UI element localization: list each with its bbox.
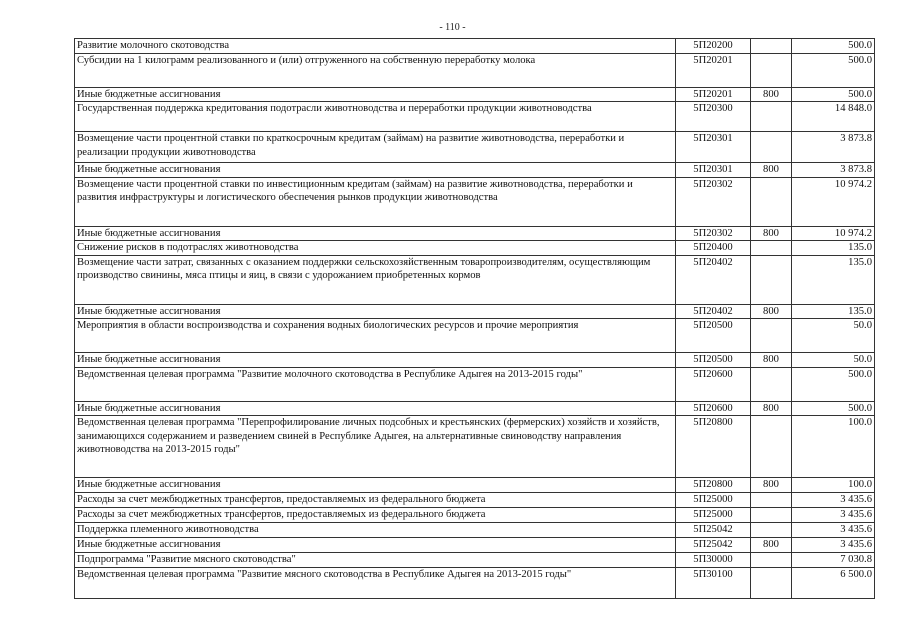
row-type-cell (751, 523, 792, 538)
row-name-cell: Иные бюджетные ассигнования (75, 163, 676, 178)
row-amount-cell: 3 435.6 (792, 523, 875, 538)
row-code-cell: 5П25000 (676, 493, 751, 508)
row-name-cell: Возмещение части затрат, связанных с оказанием поддержки сельскохозяйственным товаропроизводителям, осуществляющим производство свинины, мяса птицы и яиц, в связи с удорожанием приобретенных кормов (75, 255, 676, 304)
row-type-cell (751, 39, 792, 54)
row-amount-cell: 50.0 (792, 319, 875, 353)
row-amount-cell: 135.0 (792, 304, 875, 319)
row-name-cell: Субсидии на 1 килограмм реализованного и (или) отгруженного на собственную переработку молока (75, 53, 676, 87)
table-row (75, 523, 875, 538)
row-name-cell: Мероприятия в области воспроизводства и сохранения водных биологических ресурсов и прочие мероприятия (75, 319, 676, 353)
row-type-cell: 800 (751, 304, 792, 319)
row-type-cell (751, 508, 792, 523)
table-row (75, 87, 875, 102)
row-code-cell: 5П20302 (676, 226, 751, 241)
row-type-cell (751, 177, 792, 226)
table-row (75, 553, 875, 568)
row-name-cell: Расходы за счет межбюджетных трансфертов, предоставляемых из федерального бюджета (75, 493, 676, 508)
row-code-cell: 5П20302 (676, 177, 751, 226)
row-type-cell (751, 255, 792, 304)
row-amount-cell: 135.0 (792, 255, 875, 304)
row-type-cell (751, 102, 792, 132)
row-name-cell: Возмещение части процентной ставки по инвестиционным кредитам (займам) на развитие животноводства, переработки и развития инфраструктуры и логистического обеспечения рынков продукции животноводства (75, 177, 676, 226)
row-code-cell: 5П20600 (676, 401, 751, 416)
table-row (75, 493, 875, 508)
row-name-cell: Снижение рисков в подотраслях животноводства (75, 241, 676, 256)
row-type-cell (751, 553, 792, 568)
row-name-cell: Иные бюджетные ассигнования (75, 538, 676, 553)
row-type-cell: 800 (751, 538, 792, 553)
table-row (75, 304, 875, 319)
row-amount-cell: 500.0 (792, 53, 875, 87)
row-code-cell: 5П20402 (676, 255, 751, 304)
row-name-cell: Иные бюджетные ассигнования (75, 87, 676, 102)
row-code-cell: 5П25042 (676, 523, 751, 538)
row-name-cell: Ведомственная целевая программа "Перепрофилирование личных подсобных и крестьянских (фермерских) хозяйств и хозяйств, занимающихся содержанием и разведением свиней в Республике Адыгея, на альтернативные свиноводству направления животноводства на 2013-2015 годы" (75, 416, 676, 478)
row-name-cell: Иные бюджетные ассигнования (75, 226, 676, 241)
row-name-cell: Подпрограмма "Развитие мясного скотоводства" (75, 553, 676, 568)
row-name-cell: Развитие молочного скотоводства (75, 39, 676, 54)
table-row (75, 416, 875, 478)
row-type-cell: 800 (751, 353, 792, 368)
row-code-cell: 5П20600 (676, 367, 751, 401)
row-amount-cell: 14 848.0 (792, 102, 875, 132)
row-name-cell: Государственная поддержка кредитования подотрасли животноводства и переработки продукции животноводства (75, 102, 676, 132)
row-type-cell: 800 (751, 87, 792, 102)
row-name-cell: Иные бюджетные ассигнования (75, 304, 676, 319)
row-code-cell: 5П25042 (676, 538, 751, 553)
row-name-cell: Ведомственная целевая программа "Развитие мясного скотоводства в Республике Адыгея на 2013-2015 годы" (75, 568, 676, 599)
table-row (75, 255, 875, 304)
row-amount-cell: 3 435.6 (792, 538, 875, 553)
row-type-cell: 800 (751, 401, 792, 416)
row-name-cell: Иные бюджетные ассигнования (75, 353, 676, 368)
row-code-cell: 5П30100 (676, 568, 751, 599)
row-code-cell: 5П20400 (676, 241, 751, 256)
table-row (75, 177, 875, 226)
row-amount-cell: 500.0 (792, 39, 875, 54)
row-amount-cell: 500.0 (792, 367, 875, 401)
row-type-cell (751, 568, 792, 599)
row-amount-cell: 3 435.6 (792, 508, 875, 523)
row-type-cell (751, 416, 792, 478)
row-type-cell: 800 (751, 226, 792, 241)
row-name-cell: Иные бюджетные ассигнования (75, 478, 676, 493)
table-row (75, 401, 875, 416)
row-amount-cell: 3 873.8 (792, 132, 875, 163)
table-row (75, 39, 875, 54)
row-amount-cell: 10 974.2 (792, 226, 875, 241)
row-code-cell: 5П20500 (676, 353, 751, 368)
row-type-cell: 800 (751, 163, 792, 178)
row-code-cell: 5П20201 (676, 53, 751, 87)
budget-table-body (75, 39, 875, 599)
row-code-cell: 5П30000 (676, 553, 751, 568)
table-row (75, 163, 875, 178)
row-code-cell: 5П20301 (676, 163, 751, 178)
row-amount-cell: 50.0 (792, 353, 875, 368)
row-name-cell: Иные бюджетные ассигнования (75, 401, 676, 416)
table-row (75, 241, 875, 256)
row-code-cell: 5П20800 (676, 478, 751, 493)
budget-table (74, 38, 875, 599)
table-row (75, 538, 875, 553)
row-name-cell: Расходы за счет межбюджетных трансфертов, предоставляемых из федерального бюджета (75, 508, 676, 523)
table-row (75, 353, 875, 368)
row-type-cell: 800 (751, 478, 792, 493)
row-amount-cell: 6 500.0 (792, 568, 875, 599)
row-name-cell: Поддержка племенного животноводства (75, 523, 676, 538)
row-amount-cell: 7 030.8 (792, 553, 875, 568)
row-amount-cell: 100.0 (792, 478, 875, 493)
row-type-cell (751, 319, 792, 353)
row-type-cell (751, 53, 792, 87)
row-code-cell: 5П20200 (676, 39, 751, 54)
row-code-cell: 5П20800 (676, 416, 751, 478)
row-type-cell (751, 367, 792, 401)
table-row (75, 508, 875, 523)
row-type-cell (751, 241, 792, 256)
table-row (75, 102, 875, 132)
row-amount-cell: 10 974.2 (792, 177, 875, 226)
row-amount-cell: 100.0 (792, 416, 875, 478)
table-row (75, 478, 875, 493)
row-code-cell: 5П20402 (676, 304, 751, 319)
row-code-cell: 5П25000 (676, 508, 751, 523)
row-type-cell (751, 132, 792, 163)
row-code-cell: 5П20300 (676, 102, 751, 132)
row-code-cell: 5П20500 (676, 319, 751, 353)
row-code-cell: 5П20201 (676, 87, 751, 102)
row-amount-cell: 500.0 (792, 401, 875, 416)
row-name-cell: Возмещение части процентной ставки по краткосрочным кредитам (займам) на развитие животноводства, переработки и реализации продукции животноводства (75, 132, 676, 163)
row-name-cell: Ведомственная целевая программа "Развитие молочного скотоводства в Республике Адыгея на 2013-2015 годы" (75, 367, 676, 401)
table-row (75, 53, 875, 87)
table-row (75, 367, 875, 401)
row-code-cell: 5П20301 (676, 132, 751, 163)
row-amount-cell: 135.0 (792, 241, 875, 256)
row-amount-cell: 3 873.8 (792, 163, 875, 178)
table-row (75, 226, 875, 241)
table-row (75, 319, 875, 353)
page-number: - 110 - (439, 22, 466, 33)
table-row (75, 568, 875, 599)
table-row (75, 132, 875, 163)
row-type-cell (751, 493, 792, 508)
row-amount-cell: 500.0 (792, 87, 875, 102)
row-amount-cell: 3 435.6 (792, 493, 875, 508)
